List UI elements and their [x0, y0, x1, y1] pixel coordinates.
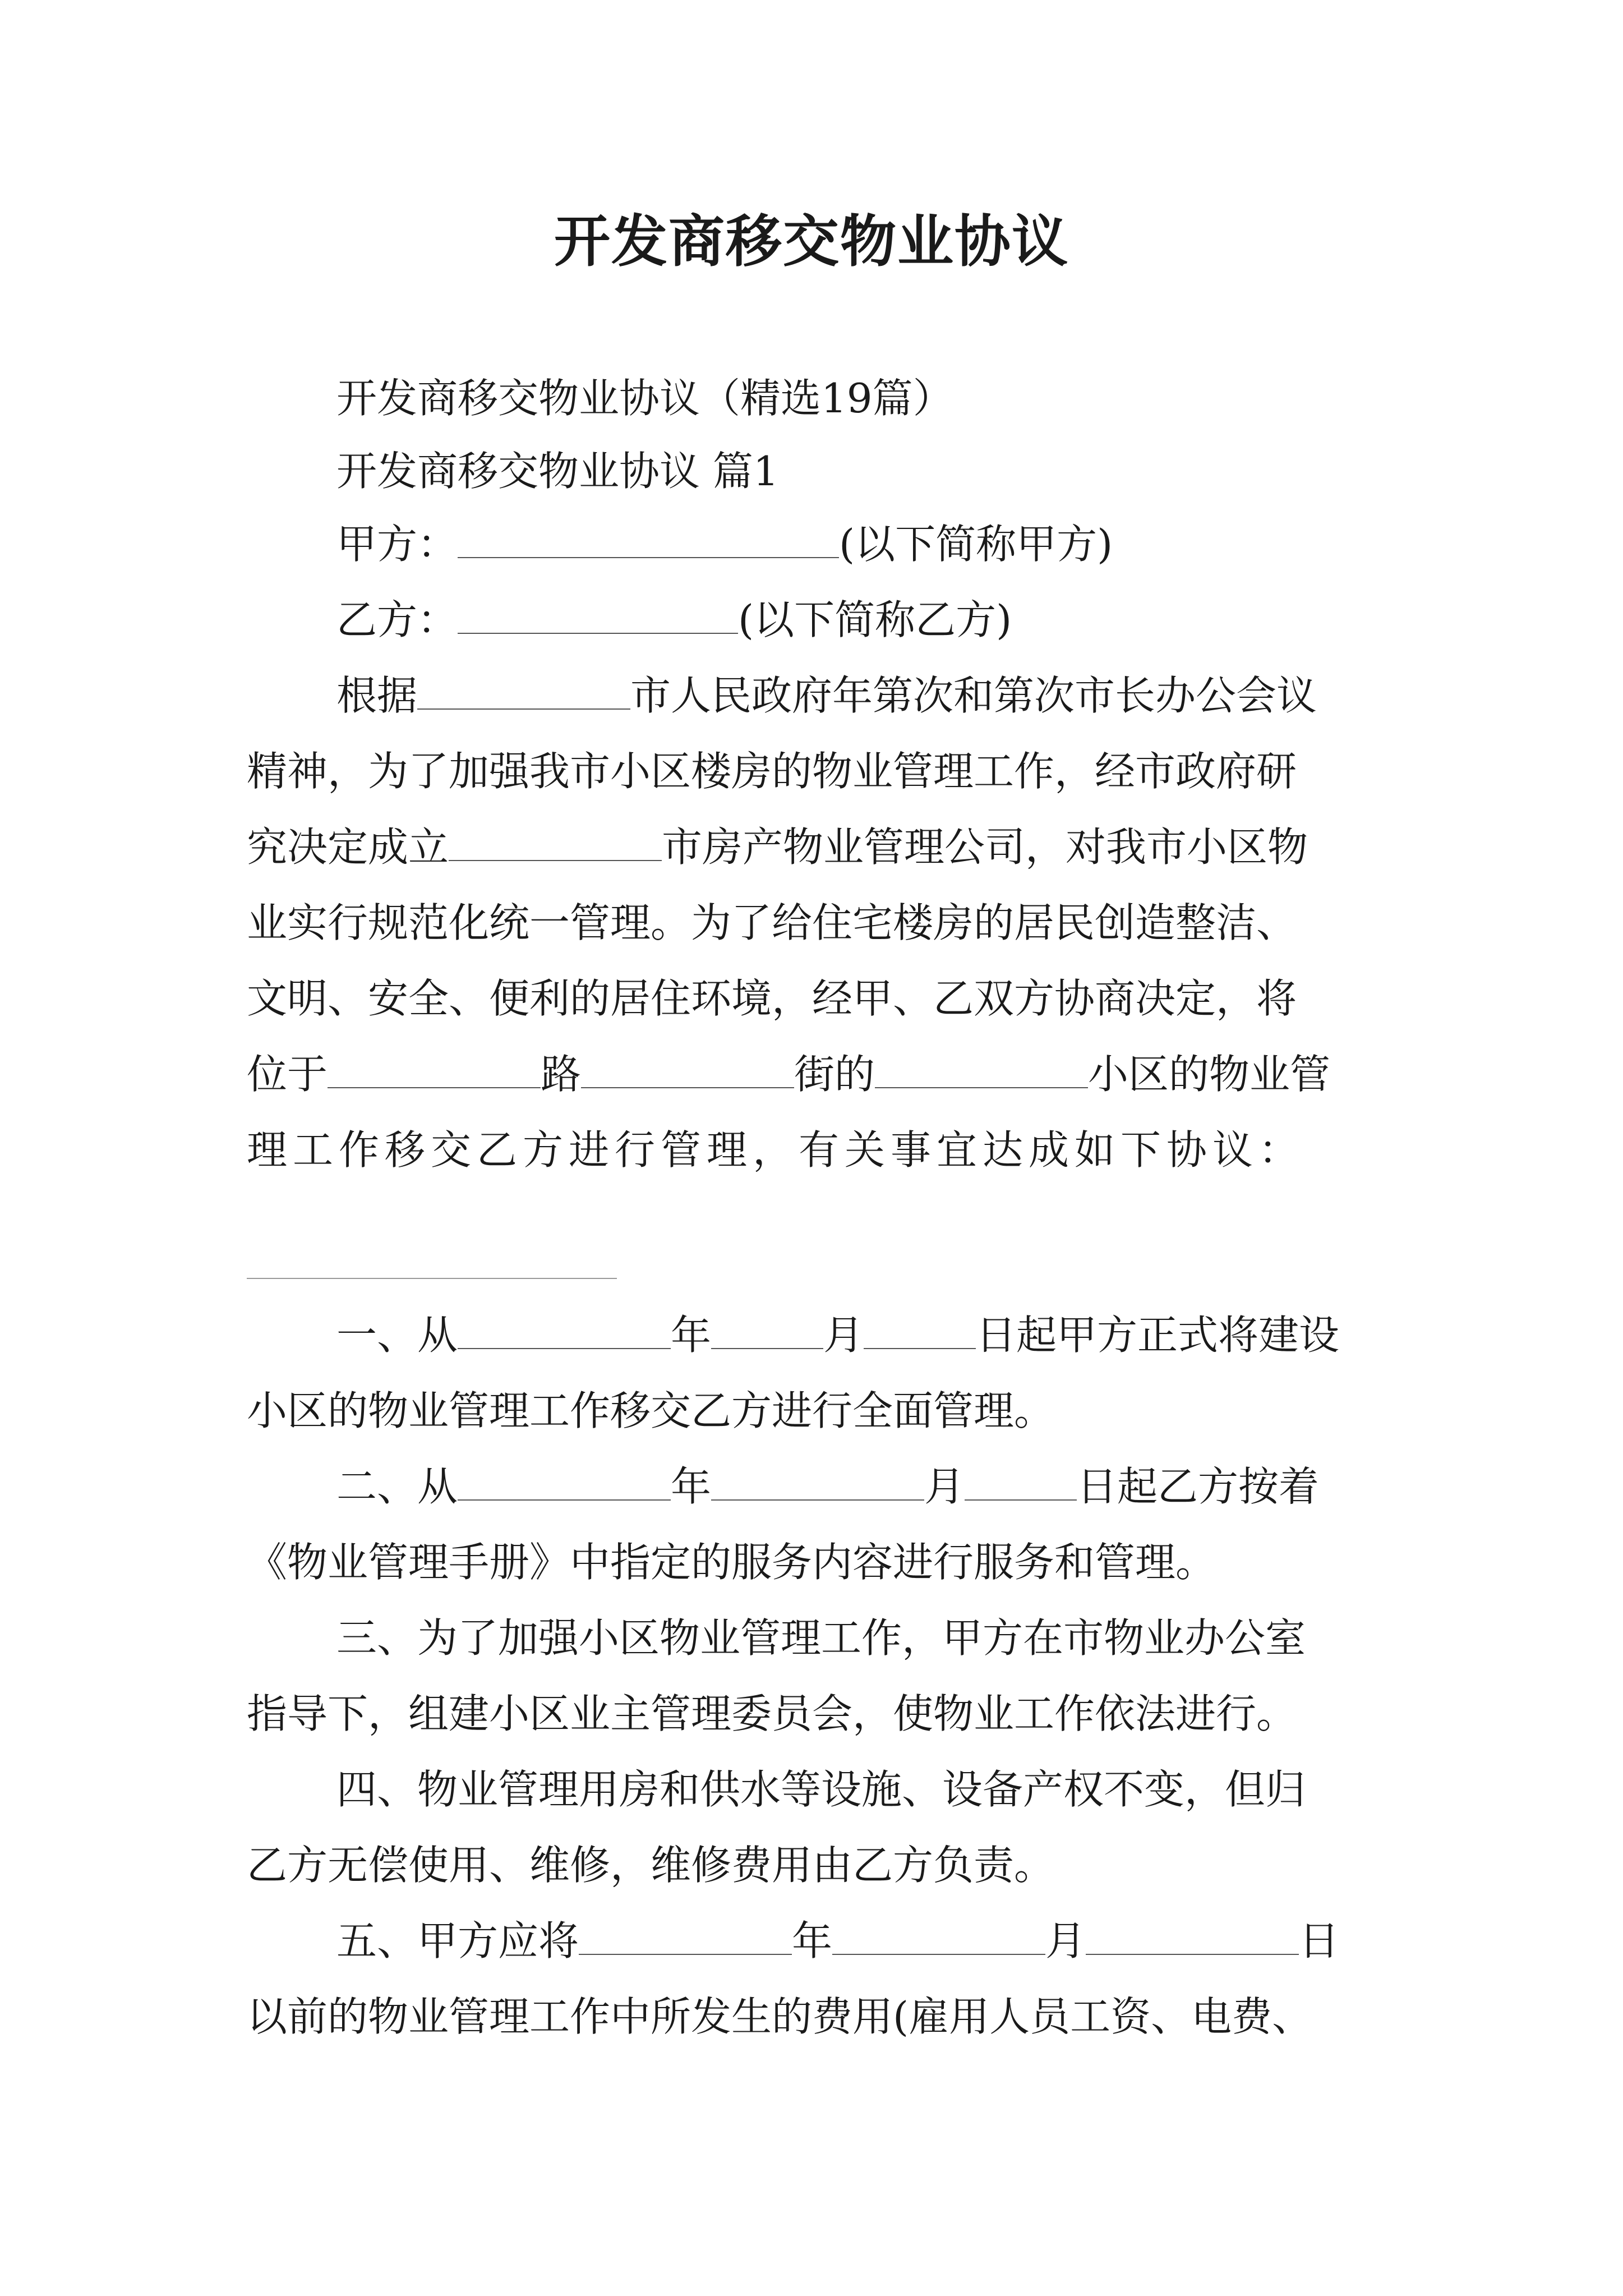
preamble-line-3: [247, 819, 1391, 875]
preamble-text: 路: [541, 1051, 582, 1098]
preamble-text: 位于: [247, 1051, 328, 1098]
clause-text: 日起甲方正式将建设: [976, 1312, 1340, 1359]
clause-text: 一、从: [336, 1312, 458, 1359]
clause-3-line-1: 三、为了加强小区物业管理工作，甲方在市物业办公室: [336, 1614, 1306, 1662]
clause-text: 月: [823, 1312, 864, 1359]
party-b-blank[interactable]: [458, 597, 738, 634]
road-blank[interactable]: [328, 1051, 541, 1088]
clause-4-line-1: 四、物业管理用房和供水等设施、设备产权不变，但归: [336, 1766, 1306, 1813]
document-title: 开发商移交物业协议: [554, 208, 1069, 274]
clause5-year-blank[interactable]: [579, 1918, 792, 1955]
clause2-month-blank[interactable]: [711, 1464, 924, 1501]
clause1-day-blank[interactable]: [864, 1312, 976, 1349]
preamble-line-5: 文明、安全、便利的居住环境，经甲、乙双方协商决定，将: [247, 975, 1297, 1022]
clause-text: 年: [671, 1312, 712, 1359]
preamble-text: 市人民政府年第次和第次市长办公会议: [630, 672, 1317, 719]
preamble-line-6: [247, 1046, 1391, 1102]
clause-2-line-1: [336, 1458, 1391, 1515]
party-b-line: [336, 592, 1391, 648]
party-b-label: 乙方：: [336, 596, 458, 643]
party-a-line: [336, 516, 1391, 572]
city-blank[interactable]: [417, 673, 630, 710]
clause-text: 日起乙方按着: [1077, 1463, 1320, 1510]
clause2-day-blank[interactable]: [965, 1464, 1077, 1501]
clause-1-line-1: [336, 1307, 1391, 1363]
clause-1-line-2: 小区的物业管理工作移交乙方进行全面管理。: [247, 1387, 1055, 1434]
subtitle: 开发商移交物业协议（精选19篇）: [336, 375, 953, 422]
preamble-line-2: 精神，为了加强我市小区楼房的物业管理工作，经市政府研: [247, 748, 1297, 795]
preamble-text: 街的: [794, 1051, 875, 1098]
clause-5-line-2: 以前的物业管理工作中所发生的费用(雇用人员工资、电费、: [247, 1993, 1313, 2040]
clause-text: 年: [792, 1917, 833, 1964]
clause-4-line-2: 乙方无偿使用、维修，维修费用由乙方负责。: [247, 1842, 1055, 1889]
preamble-line-7: 理工作移交乙方进行管理，有关事宜达成如下协议：: [247, 1126, 1305, 1174]
preamble-text: 小区的物业管: [1088, 1051, 1331, 1098]
party-a-suffix: (以下简称甲方): [839, 521, 1113, 568]
clause-text: 五、甲方应将: [336, 1917, 579, 1964]
preamble-text: 根据: [336, 672, 418, 719]
clause-3-line-2: 指导下，组建小区业主管理委员会，使物业工作依法进行。: [247, 1690, 1297, 1737]
clause-text: 月: [924, 1463, 965, 1510]
clause5-day-blank[interactable]: [1086, 1918, 1299, 1955]
separator-line: [247, 1278, 617, 1279]
clause1-year-blank[interactable]: [458, 1312, 671, 1349]
clause-2-line-2: 《物业管理手册》中指定的服务内容进行服务和管理。: [247, 1539, 1216, 1586]
street-blank[interactable]: [581, 1051, 794, 1088]
clause-text: 月: [1045, 1917, 1086, 1964]
clause2-year-blank[interactable]: [458, 1464, 671, 1501]
party-a-blank[interactable]: [458, 521, 839, 558]
clause-5-line-1: [336, 1913, 1391, 1969]
party-a-label: 甲方：: [336, 521, 458, 568]
party-b-suffix: (以下简称乙方): [738, 596, 1012, 643]
preamble-text: 市房产物业管理公司，对我市小区物: [662, 823, 1308, 871]
company-city-blank[interactable]: [449, 824, 662, 861]
clause-text: 日: [1299, 1917, 1340, 1964]
clause5-month-blank[interactable]: [832, 1918, 1045, 1955]
clause-text: 年: [671, 1463, 712, 1510]
community-blank[interactable]: [875, 1051, 1088, 1088]
clause-text: 二、从: [336, 1463, 458, 1510]
clause1-month-blank[interactable]: [711, 1312, 823, 1349]
preamble-line-4: 业实行规范化统一管理。为了给住宅楼房的居民创造整洁、: [247, 899, 1297, 946]
section-heading: 开发商移交物业协议 篇1: [336, 448, 779, 495]
preamble-line-1: [336, 668, 1391, 724]
preamble-text: 究决定成立: [247, 823, 449, 871]
